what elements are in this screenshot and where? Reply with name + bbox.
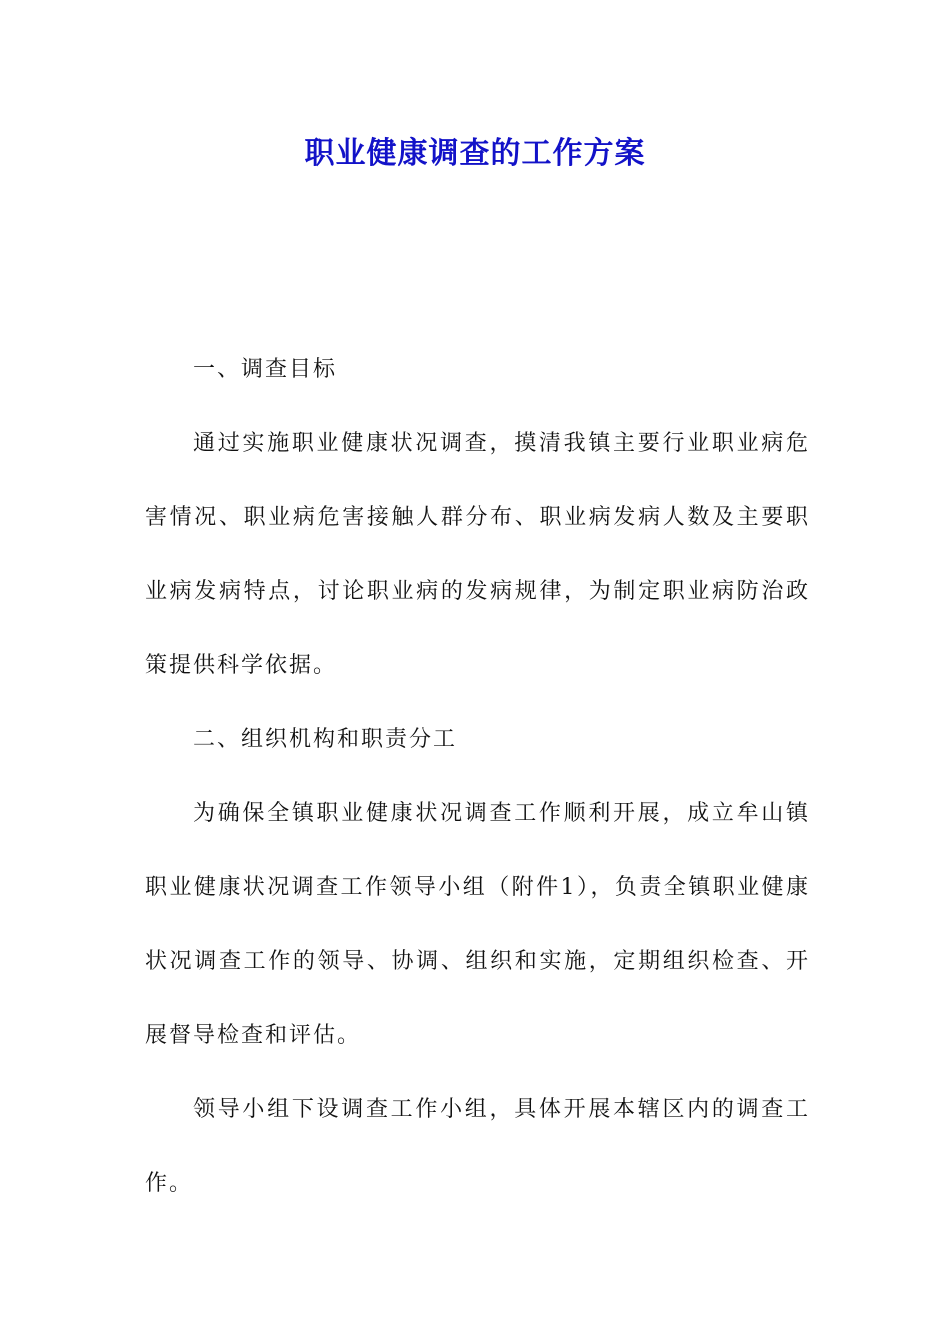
paragraph-organization: 为确保全镇职业健康状况调查工作顺利开展，成立牟山镇职业健康状况调查工作领导小组（附件1），负责全镇职业健康状况调查工作的领导、协调、组织和实施，定期组织检查、开展督导检查和评估。 [145,801,810,1048]
paragraph-working-group: 领导小组下设调查工作小组，具体开展本辖区内的调查工作。 [145,1097,810,1196]
paragraph-objectives: 通过实施职业健康状况调查，摸清我镇主要行业职业病危害情况、职业病危害接触人群分布、职业病发病人数及主要职业病发病特点，讨论职业病的发病规律，为制定职业病防治政策提供科学依据。 [145,431,810,678]
section-heading-organization: 二、组织机构和职责分工 [193,727,458,752]
document-body [145,333,810,1221]
document-title: 职业健康调查的工作方案 [304,136,646,171]
section-heading-objectives: 一、调查目标 [193,357,338,382]
